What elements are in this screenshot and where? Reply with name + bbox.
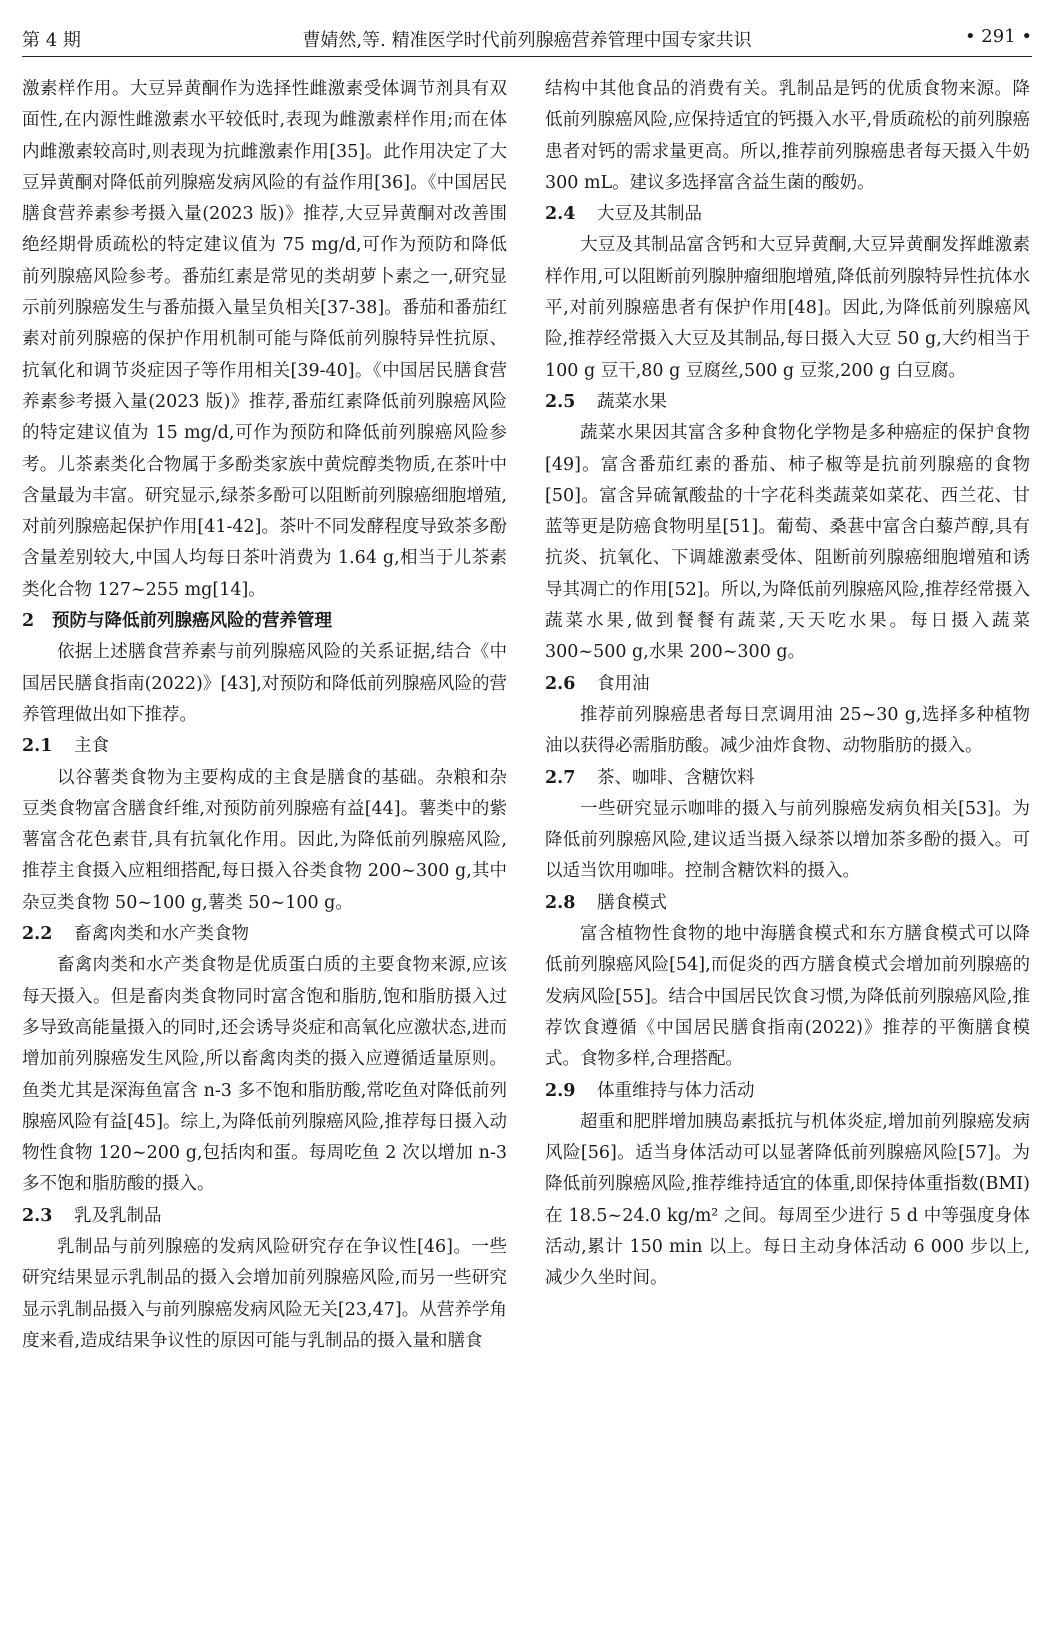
section-number: 2.2 bbox=[22, 924, 53, 945]
section-heading-2-8 bbox=[545, 888, 1030, 919]
section-title: 畜禽肉类和水产类食物 bbox=[74, 924, 249, 945]
section-heading-2 bbox=[22, 606, 507, 637]
running-title: 曹婧然,等. 精准医学时代前列腺癌营养管理中国专家共识 bbox=[302, 30, 752, 51]
paragraph: 激素样作用。大豆异黄酮作为选择性雌激素受体调节剂具有双面性,在内源性雌激素水平较低时,表现为雌激素样作用;而在体内雌激素较高时,则表现为抗雌激素作用[35]。此作用决定了大豆异黄酮对降低前列腺癌发病风险的有益作用[36]。《中国居民膳食营养素参考摄入量(2023 版)》推荐,大豆异黄酮对改善围绝经期骨质疏松的特定建议值为 75 mg/d,可作为预防和降低前列腺癌风险参考。番茄红素是常见的类胡萝卜素之一,研究显示前列腺癌发生与番茄摄入量呈负相关[37-38]。番茄和番茄红素对前列腺癌的保护作用机制可能与降低前列腺特异性抗原、抗氧化和调节炎症因子等作用相关[39-40]。《中国居民膳食营养素参考摄入量(2023 版)》推荐,番茄红素降低前列腺癌风险的特定建议值为 15 mg/d,可作为预防和降低前列腺癌风险参考。儿茶素类化合物属于多酚类家族中黄烷醇类物质,在茶叶中含量最为丰富。研究显示,绿茶多酚可以阻断前列腺癌细胞增殖,对前列腺癌起保护作用[41-42]。茶叶不同发酵程度导致茶多酚含量差别较大,中国人均每日茶叶消费为 1.64 g,相当于儿茶素类化合物 127~255 mg[14]。 bbox=[22, 79, 507, 600]
paragraph: 畜禽肉类和水产类食物是优质蛋白质的主要食物来源,应该每天摄入。但是畜肉类食物同时富含饱和脂肪,饱和脂肪摄入过多导致高能量摄入的同时,还会诱导炎症和高氧化应激状态,进而增加前列腺癌发生风险,所以畜禽肉类的摄入应遵循适量原则。鱼类尤其是深海鱼富含 n-3 多不饱和脂肪酸,常吃鱼对降低前列腺癌风险有益[45]。综上,为降低前列腺癌风险,推荐每日摄入动物性食物 120~200 g,包括肉和蛋。每周吃鱼 2 次以增加 n-3 多不饱和脂肪酸的摄入。 bbox=[22, 955, 507, 1195]
paragraph: 大豆及其制品富含钙和大豆异黄酮,大豆异黄酮发挥雌激素样作用,可以阻断前列腺肿瘤细胞增殖,降低前列腺特异性抗体水平,对前列腺癌患者有保护作用[48]。因此,为降低前列腺癌风险,推荐经常摄入大豆及其制品,每日摄入大豆 50 g,大约相当于 100 g 豆干,80 g 豆腐丝,500 g 豆浆,200 g 白豆腐。 bbox=[545, 235, 1030, 381]
paragraph: 结构中其他食品的消费有关。乳制品是钙的优质食物来源。降低前列腺癌风险,应保持适宜的钙摄入水平,骨质疏松的前列腺癌患者对钙的需求量更高。所以,推荐前列腺癌患者每天摄入牛奶 300 mL。建议多选择富含益生菌的酸奶。 bbox=[545, 79, 1030, 193]
paragraph: 依据上述膳食营养素与前列腺癌风险的关系证据,结合《中国居民膳食指南(2022)》[43],对预防和降低前列腺癌风险的营养管理做出如下推荐。 bbox=[22, 642, 507, 725]
section-title: 预防与降低前列腺癌风险的营养管理 bbox=[52, 611, 332, 632]
paragraph: 一些研究显示咖啡的摄入与前列腺癌发病负相关[53]。为降低前列腺癌风险,建议适当摄入绿茶以增加茶多酚的摄入。可以适当饮用咖啡。控制含糖饮料的摄入。 bbox=[545, 798, 1030, 882]
section-heading-2-9 bbox=[545, 1076, 1030, 1107]
section-heading-2-1 bbox=[22, 731, 507, 762]
page-header bbox=[22, 22, 1032, 57]
paragraph: 蔬菜水果因其富含多种食物化学物是多种癌症的保护食物[49]。富含番茄红素的番茄、柿子椒等是抗前列腺癌的食物[50]。富含异硫氰酸盐的十字花科类蔬菜如菜花、西兰花、甘蓝等更是防癌食物明星[51]。葡萄、桑葚中富含白藜芦醇,具有抗炎、抗氧化、下调雄激素受体、阻断前列腺癌细胞增殖和诱导其凋亡的作用[52]。所以,为降低前列腺癌风险,推荐经常摄入蔬菜水果,做到餐餐有蔬菜,天天吃水果。每日摄入蔬菜 300~500 g,水果 200~300 g。 bbox=[545, 423, 1030, 663]
section-title: 茶、咖啡、含糖饮料 bbox=[597, 767, 755, 788]
section-number: 2.4 bbox=[545, 204, 576, 225]
section-title: 食用油 bbox=[597, 673, 650, 694]
page-number: • 291 • bbox=[964, 26, 1032, 47]
paragraph: 推荐前列腺癌患者每日烹调用油 25~30 g,选择多种植物油以获得必需脂肪酸。减少油炸食物、动物脂肪的摄入。 bbox=[545, 704, 1030, 757]
issue-number: 第 4 期 bbox=[22, 30, 81, 51]
section-number: 2.6 bbox=[545, 673, 576, 694]
right-column bbox=[545, 74, 1030, 1295]
section-heading-2-7 bbox=[545, 763, 1030, 794]
section-title: 蔬菜水果 bbox=[597, 391, 667, 412]
section-heading-2-5 bbox=[545, 387, 1030, 418]
section-title: 大豆及其制品 bbox=[597, 204, 702, 225]
section-title: 体重维持与体力活动 bbox=[597, 1080, 755, 1101]
section-heading-2-4 bbox=[545, 199, 1030, 230]
section-title: 膳食模式 bbox=[597, 892, 667, 913]
section-heading-2-3 bbox=[22, 1201, 507, 1232]
section-number: 2.3 bbox=[22, 1205, 53, 1226]
section-title: 乳及乳制品 bbox=[74, 1205, 162, 1226]
section-number: 2.9 bbox=[545, 1080, 576, 1101]
section-heading-2-2 bbox=[22, 919, 507, 950]
section-title: 主食 bbox=[74, 736, 109, 757]
paragraph: 乳制品与前列腺癌的发病风险研究存在争议性[46]。一些研究结果显示乳制品的摄入会增加前列腺癌风险,而另一些研究显示乳制品摄入与前列腺癌发病风险无关[23,47]。从营养学角度来看,造成结果争议性的原因可能与乳制品的摄入量和膳食 bbox=[22, 1236, 507, 1351]
section-number: 2.8 bbox=[545, 892, 576, 913]
left-column bbox=[22, 74, 507, 1357]
paragraph: 超重和肥胖增加胰岛素抵抗与机体炎症,增加前列腺癌发病风险[56]。适当身体活动可以显著降低前列腺癌风险[57]。为降低前列腺癌风险,推荐维持适宜的体重,即保持体重指数(BMI)在 18.5~24.0 kg/m² 之间。每周至少进行 5 d 中等强度身体活动,累计 150 min 以上。每日主动身体活动 6 000 步以上,减少久坐时间。 bbox=[545, 1111, 1030, 1289]
section-number: 2.7 bbox=[545, 767, 576, 788]
section-number: 2 bbox=[22, 611, 35, 632]
section-number: 2.1 bbox=[22, 736, 53, 757]
section-number: 2.5 bbox=[545, 391, 576, 412]
paragraph: 以谷薯类食物为主要构成的主食是膳食的基础。杂粮和杂豆类食物富含膳食纤维,对预防前列腺癌有益[44]。薯类中的紫薯富含花色素苷,具有抗氧化作用。因此,为降低前列腺癌风险,推荐主食摄入应粗细搭配,每日摄入谷类食物 200~300 g,其中杂豆类食物 50~100 g,薯类 50~100 g。 bbox=[22, 767, 507, 913]
paragraph: 富含植物性食物的地中海膳食模式和东方膳食模式可以降低前列腺癌风险[54],而促炎的西方膳食模式会增加前列腺癌的发病风险[55]。结合中国居民饮食习惯,为降低前列腺癌风险,推荐饮食遵循《中国居民膳食指南(2022)》推荐的平衡膳食模式。食物多样,合理搭配。 bbox=[545, 924, 1030, 1070]
section-heading-2-6 bbox=[545, 669, 1030, 700]
